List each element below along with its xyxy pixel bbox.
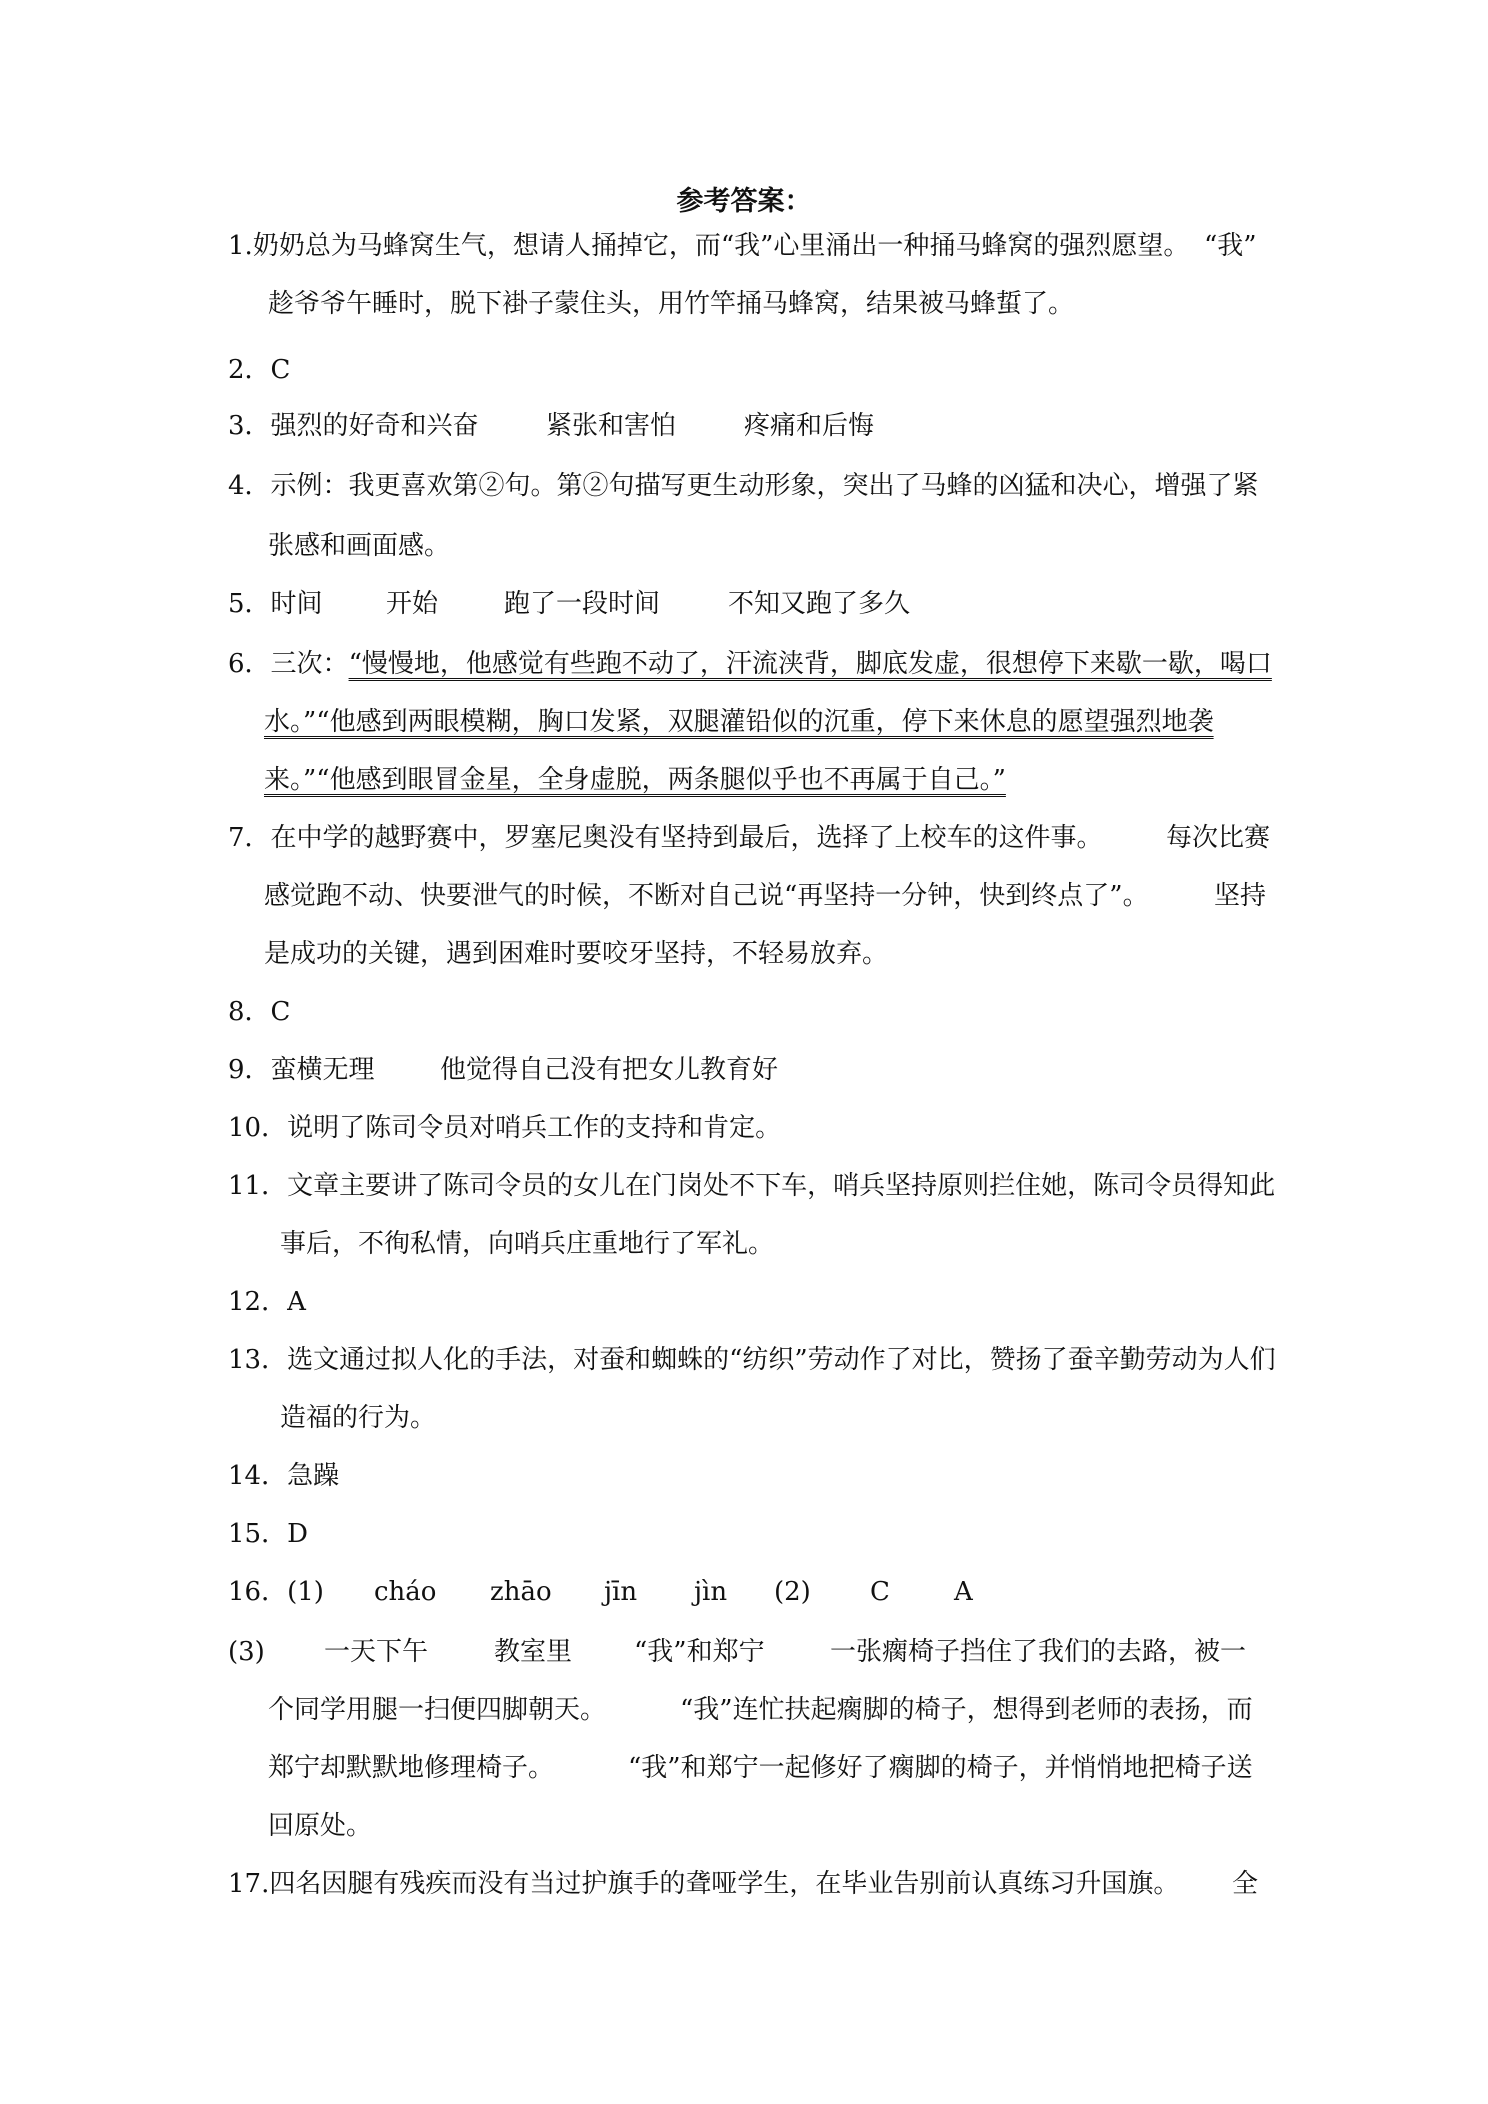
- answer-text: 急躁: [287, 1461, 340, 1491]
- answer-text: 四名因腿有残疾而没有当过护旗手的聋哑学生，在毕业告别前认真练习升国旗。: [269, 1869, 1180, 1899]
- answer-text: A: [954, 1577, 973, 1607]
- answer-number: 16．: [228, 1577, 288, 1607]
- answer-number: 2．: [228, 355, 271, 385]
- answer-4: [228, 466, 1259, 506]
- answer-text: 选文通过拟人化的手法，对蚕和蜘蛛的“纺织”劳动作了对比，赞扬了蚕辛勤劳动为人们: [287, 1345, 1276, 1375]
- answer-text: 在中学的越野赛中，罗塞尼奥没有坚持到最后，选择了上校车的这件事。: [270, 823, 1103, 853]
- answer-text: 他觉得自己没有把女儿教育好: [440, 1055, 779, 1085]
- pinyin: jìn: [694, 1577, 728, 1607]
- answer-text: 全: [1232, 1869, 1259, 1899]
- answer-text: 事后，不徇私情，向哨兵庄重地行了军礼。: [280, 1229, 775, 1259]
- answer-text: 趁爷爷午睡时，脱下褂子蒙住头，用竹竿捅马蜂窝，结果被马蜂蜇了。: [268, 289, 1075, 319]
- answer-number: 4．: [228, 471, 271, 501]
- answer-11: [228, 1166, 1275, 1206]
- answer-number: 15．: [228, 1519, 288, 1549]
- answer-6: [228, 644, 1272, 684]
- answer-12: [228, 1282, 306, 1322]
- answer-text: A: [287, 1287, 306, 1317]
- pinyin: cháo: [374, 1577, 437, 1607]
- answer-15: [228, 1514, 308, 1554]
- answer-text: 蛮横无理: [270, 1055, 375, 1085]
- answer-16: [228, 1572, 324, 1612]
- answer-text: “我”: [1204, 231, 1257, 261]
- answer-8: [228, 992, 290, 1032]
- pinyin: jīn: [604, 1577, 638, 1607]
- answer-number: 13．: [228, 1345, 288, 1375]
- answer-number: 11．: [228, 1171, 288, 1201]
- answer-text: 个同学用腿一扫便四脚朝天。: [268, 1695, 607, 1725]
- answer-text: 坚持: [1214, 881, 1267, 911]
- pinyin: zhāo: [490, 1577, 552, 1607]
- answer-number: 7．: [228, 823, 271, 853]
- answer-number: 1.: [228, 231, 253, 261]
- answer-3: [228, 406, 479, 446]
- answer-14: [228, 1456, 339, 1496]
- answer-text: C: [270, 997, 291, 1027]
- answer-text: 强烈的好奇和兴奋: [270, 411, 479, 441]
- answer-text: 示例：我更喜欢第②句。第②句描写更生动形象，突出了马蜂的凶猛和决心，增强了紧: [270, 471, 1259, 501]
- answer-1: [228, 226, 1189, 266]
- answer-text: 不知又跑了多久: [728, 589, 911, 619]
- sub-label: (3): [228, 1637, 265, 1667]
- answer-number: 6．: [228, 649, 271, 679]
- answer-text: 文章主要讲了陈司令员的女儿在门岗处不下车，哨兵坚持原则拦住她，陈司令员得知此: [287, 1171, 1276, 1201]
- answer-text: 造福的行为。: [280, 1403, 437, 1433]
- answer-2: [228, 350, 290, 390]
- answer-text: C: [870, 1577, 890, 1607]
- answer-text: “我”和郑宁: [634, 1637, 765, 1667]
- answer-13: [228, 1340, 1276, 1380]
- answer-text: 紧张和害怕: [546, 411, 677, 441]
- answer-number: 12．: [228, 1287, 288, 1317]
- answer-7: [228, 818, 1103, 858]
- answer-number: 5．: [228, 589, 271, 619]
- answer-5: [228, 584, 323, 624]
- answer-10: [228, 1108, 781, 1148]
- answer-text: 一张瘸椅子挡住了我们的去路，被一: [830, 1637, 1247, 1667]
- sub-label: (1): [287, 1577, 324, 1607]
- answer-text: 跑了一段时间: [504, 589, 661, 619]
- answer-text: 时间: [270, 589, 323, 619]
- answer-number: 8．: [228, 997, 271, 1027]
- page-title: 参考答案：: [676, 186, 812, 217]
- answer-number: 17.: [228, 1869, 270, 1899]
- answer-number: 10．: [228, 1113, 288, 1143]
- answer-text: 开始: [386, 589, 439, 619]
- answer-text: 郑宁却默默地修理椅子。: [268, 1753, 555, 1783]
- answer-text: C: [270, 355, 291, 385]
- answer-text: 是成功的关键，遇到困难时要咬牙坚持，不轻易放弃。: [264, 939, 889, 969]
- quoted-sentence: 水。”“他感到两眼模糊，胸口发紧，双腿灌铅似的沉重，停下来休息的愿望强烈地袭: [264, 707, 1214, 737]
- answer-text: “我”连忙扶起瘸脚的椅子，想得到老师的表扬，而: [680, 1695, 1253, 1725]
- answer-text: 三次：: [270, 649, 349, 679]
- sub-label: (2): [774, 1577, 811, 1607]
- answer-text: 疼痛和后悔: [744, 411, 875, 441]
- answer-text: 每次比赛: [1166, 823, 1271, 853]
- answer-text: D: [287, 1519, 308, 1549]
- answer-text: 教室里: [494, 1637, 573, 1667]
- quoted-sentence: 来。”“他感到眼冒金星，全身虚脱，两条腿似乎也不再属于自己。”: [264, 765, 1006, 795]
- answer-text: 感觉跑不动、快要泄气的时候，不断对自己说“再坚持一分钟，快到终点了”。: [264, 881, 1149, 911]
- answer-text: 一天下午: [324, 1637, 429, 1667]
- quoted-sentence: “慢慢地，他感觉有些跑不动了，汗流浃背，脚底发虚，很想停下来歇一歇，喝口: [348, 649, 1272, 679]
- answer-number: 3．: [228, 411, 271, 441]
- answer-text: 张感和画面感。: [268, 531, 451, 561]
- answer-text: “我”和郑宁一起修好了瘸脚的椅子，并悄悄地把椅子送: [628, 1753, 1253, 1783]
- answer-text: 奶奶总为马蜂窝生气，想请人捅掉它，而“我”心里涌出一种捅马蜂窝的强烈愿望。: [252, 231, 1190, 261]
- answer-9: [228, 1050, 375, 1090]
- answer-text: 说明了陈司令员对哨兵工作的支持和肯定。: [287, 1113, 782, 1143]
- answer-17: [228, 1864, 1179, 1904]
- answer-number: 14．: [228, 1461, 288, 1491]
- answer-number: 9．: [228, 1055, 271, 1085]
- answer-text: 回原处。: [268, 1811, 373, 1841]
